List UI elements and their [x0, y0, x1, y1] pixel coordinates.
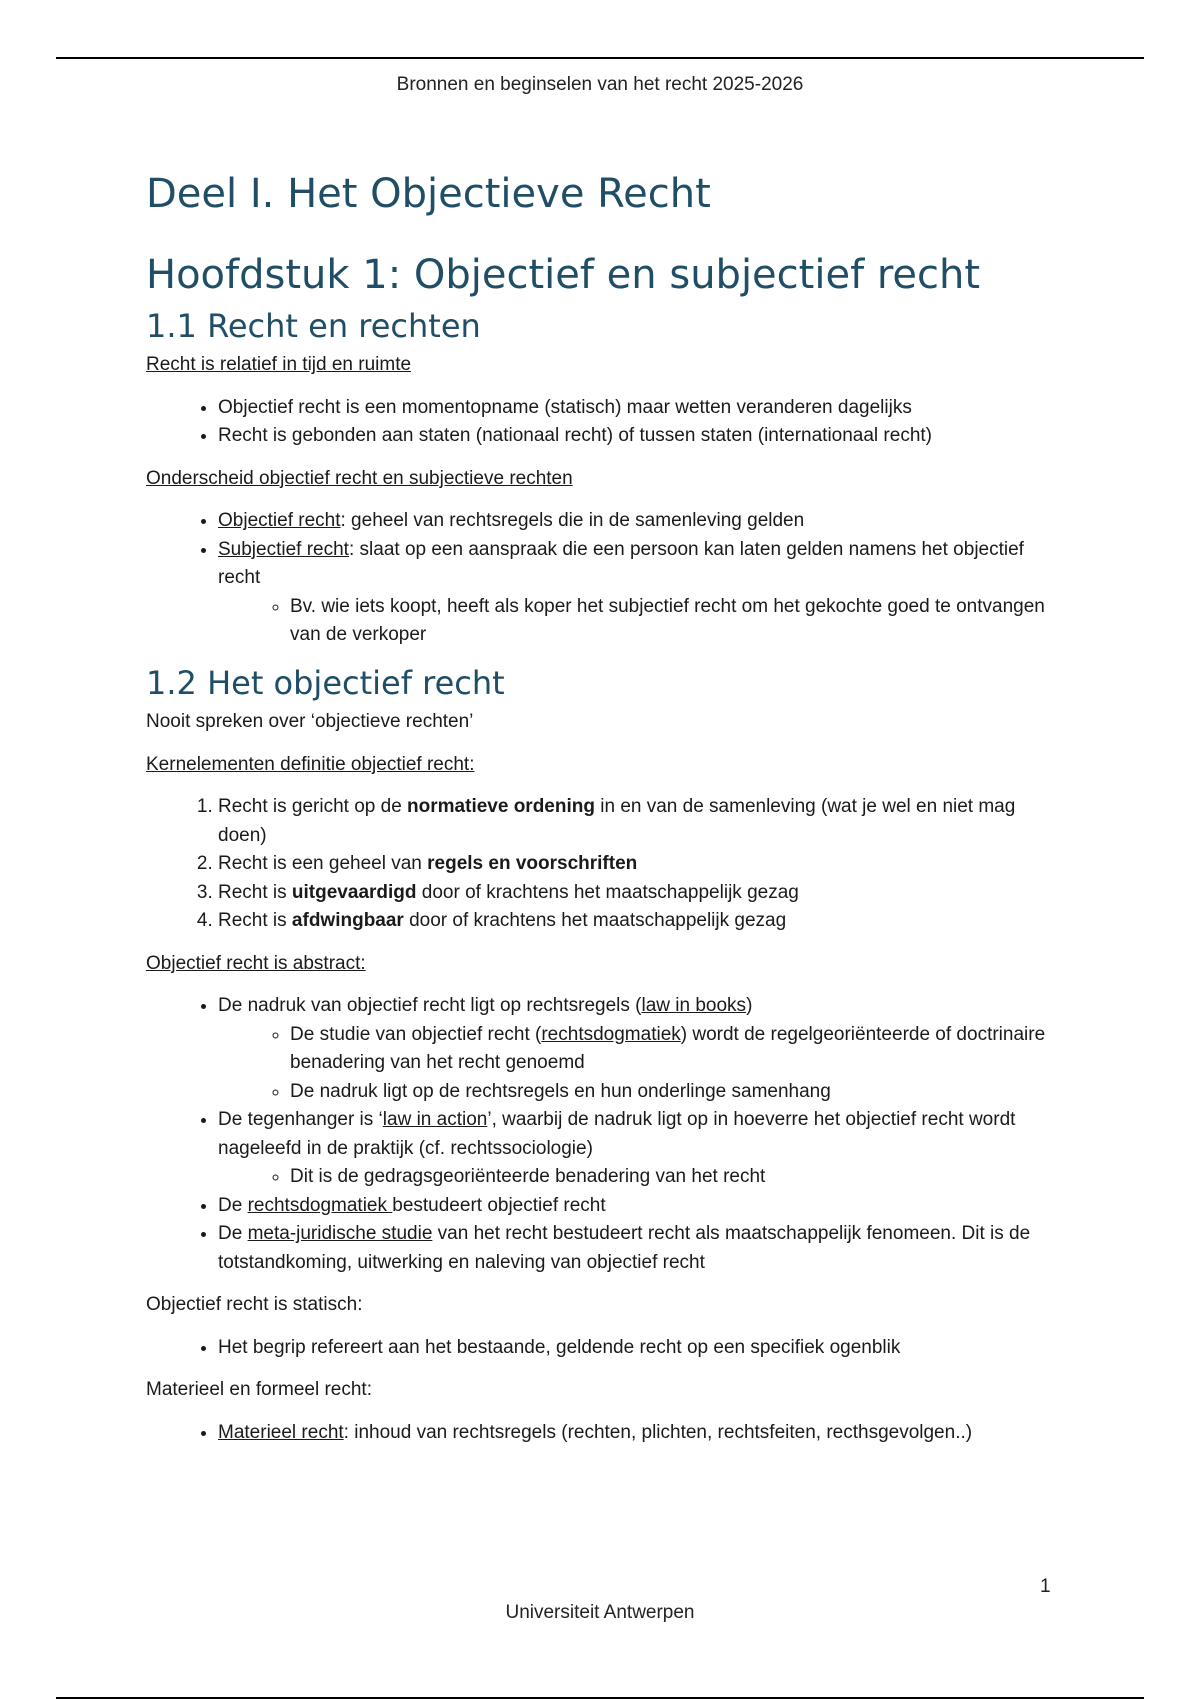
bullet-list-materieel [146, 1419, 1046, 1448]
text-part: De [218, 1223, 248, 1245]
text-part: De studie van objectief recht ( [290, 1023, 542, 1045]
list-item [218, 793, 1046, 850]
bold-term: normatieve ordening [407, 796, 595, 818]
text-part: bestudeert objectief recht [392, 1194, 606, 1216]
text-part: De nadruk van objectief recht ligt op rechtsregels ( [218, 995, 642, 1017]
numbered-list-kernelementen [146, 793, 1046, 936]
term-law-in-action: law in action [382, 1109, 488, 1131]
footer-text: Universiteit Antwerpen [505, 1602, 695, 1623]
part-title: Deel I. Het Objectieve Recht [146, 171, 711, 217]
bullet-list-relatief [146, 394, 1046, 451]
note-text: Nooit spreken over ‘objectieve rechten’ [146, 711, 474, 733]
sub-list-item: ◦ De nadruk ligt op de rechtsregels en hun onderlinge samenhang [290, 1078, 1046, 1107]
page-number: 1 [1040, 1576, 1051, 1597]
list-item [218, 507, 1046, 536]
definition-text: : slaat op een aanspraak die een persoon kan laten gelden namens het objectief recht [218, 538, 1024, 589]
running-header: Bronnen en beginselen van het recht 2025-2026 [396, 74, 804, 95]
text-part: in en van de samenleving (wat je wel en niet mag doen) [218, 796, 1016, 846]
text-part: door of krachtens het maatschappelijk gezag [403, 910, 787, 932]
section-heading-1-2: 1.2 Het objectief recht [146, 663, 505, 702]
list-item [218, 1106, 1046, 1192]
list-item [218, 992, 1046, 1106]
bold-term: uitgevaardigd [291, 881, 417, 903]
subheading-materieel-formeel: Materieel en formeel recht: [146, 1379, 372, 1401]
text-part: ) wordt de regelgeoriënteerde of doctrinaire benadering van het recht genoemd [290, 1023, 1046, 1074]
sub-list-item [290, 1021, 1046, 1078]
list-item: • Het begrip refereert aan het bestaande, geldende recht op een specifiek ogenblik [218, 1334, 1046, 1363]
list-item [218, 1192, 1046, 1221]
term-objectief-recht: Objectief recht [218, 510, 341, 532]
text-part: Recht is gericht op de [218, 796, 408, 818]
list-item [218, 879, 1046, 908]
subheading-kernelementen: Kernelementen definitie objectief recht: [146, 753, 475, 775]
list-item [218, 850, 1046, 879]
bullet-list-statisch [146, 1334, 1046, 1363]
sub-list [218, 593, 1046, 650]
bold-term: regels en voorschriften [427, 853, 638, 875]
header-rule [56, 57, 1144, 59]
text-part: De [218, 1194, 248, 1216]
subheading-relatief: Recht is relatief in tijd en ruimte [146, 354, 412, 376]
term-law-in-books: law in books [641, 995, 747, 1017]
bullet-list-onderscheid [146, 507, 1046, 650]
chapter-title: Hoofdstuk 1: Objectief en subjectief recht [146, 252, 981, 298]
sub-list-item: ◦ Dit is de gedragsgeoriënteerde benadering van het recht [290, 1163, 1046, 1192]
text-part: door of krachtens het maatschappelijk gezag [416, 881, 799, 903]
document-body [146, 170, 1046, 1461]
definition-text: : geheel van rechtsregels die in de samenleving gelden [340, 510, 805, 532]
text-part: ) [746, 995, 753, 1017]
text-part: Recht is [218, 910, 292, 932]
text-part: Recht is een geheel van [218, 853, 428, 875]
term-subjectief-recht: Subjectief recht [218, 538, 349, 560]
list-item [218, 907, 1046, 936]
term-rechtsdogmatiek: rechtsdogmatiek [247, 1194, 393, 1216]
sub-list [218, 1163, 1046, 1192]
list-item [218, 1220, 1046, 1277]
list-item [218, 536, 1046, 650]
term-meta-juridische-studie: meta-juridische studie [247, 1223, 433, 1245]
section-heading-1-1: 1.1 Recht en rechten [146, 307, 481, 345]
term-rechtsdogmatiek: rechtsdogmatiek [541, 1023, 681, 1045]
list-item: • Recht is gebonden aan staten (nationaal recht) of tussen staten (internationaal recht) [218, 422, 1046, 451]
text-part: De tegenhanger is ‘ [218, 1109, 383, 1131]
subheading-onderscheid: Onderscheid objectief recht en subjectieve rechten [146, 467, 573, 489]
bold-term: afdwingbaar [291, 910, 404, 932]
subheading-abstract: Objectief recht is abstract: [146, 952, 366, 974]
sub-list [218, 1021, 1046, 1107]
list-item: • Objectief recht is een momentopname (statisch) maar wetten veranderen dagelijks [218, 394, 1046, 423]
text-part: Recht is [218, 881, 292, 903]
definition-text: : inhoud van rechtsregels (rechten, plichten, rechtsfeiten, recthsgevolgen..) [343, 1421, 973, 1443]
bullet-list-abstract [146, 992, 1046, 1277]
list-item [218, 1419, 1046, 1448]
text-part: ’, waarbij de nadruk ligt op in hoeverre het objectief recht wordt nageleefd in de praktijk (cf. rechtssociologie) [218, 1109, 1016, 1159]
text-part: van het recht bestudeert recht als maatschappelijk fenomeen. Dit is de totstandkoming, uitwerking en naleving van objectief recht [218, 1223, 1031, 1273]
sub-list-item: ◦ Bv. wie iets koopt, heeft als koper het subjectief recht om het gekochte goed te ontvangen van de verkoper [290, 593, 1046, 650]
term-materieel-recht: Materieel recht [218, 1421, 344, 1443]
footer-rule [56, 1697, 1144, 1699]
subheading-statisch: Objectief recht is statisch: [146, 1294, 363, 1316]
